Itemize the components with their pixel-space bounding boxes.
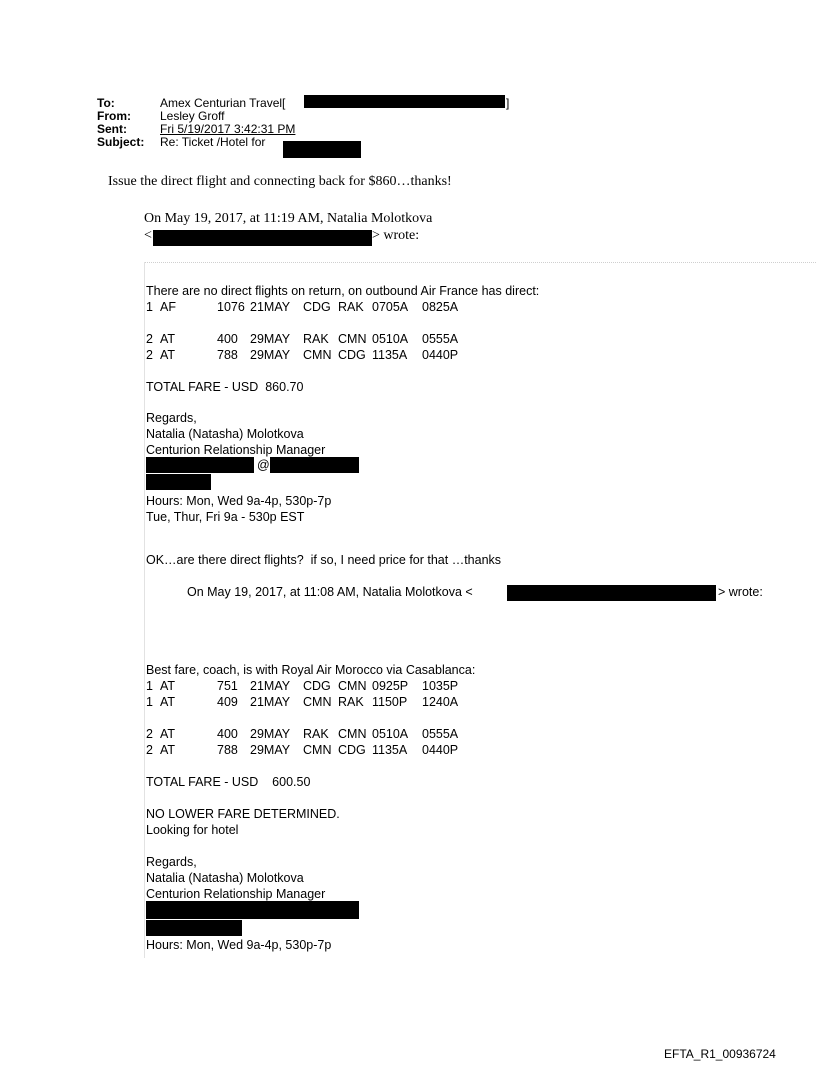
flight-airline: AF [160,300,176,314]
flight-from: CMN [303,695,332,709]
quote2-line: On May 19, 2017, at 11:08 AM, Natalia Molotkova < [187,585,473,599]
flight-from: CMN [303,743,332,757]
message2-looking: Looking for hotel [146,823,239,837]
flight-dep: 1135A [372,348,408,362]
flight-airline: AT [160,727,176,741]
quote1-lt: < [144,228,152,243]
flight-to: CMN [338,727,367,741]
flight-airline: AT [160,348,176,362]
message1-hours1: Hours: Mon, Wed 9a-4p, 530p-7p [146,494,332,508]
message1-at: @ [257,458,270,472]
sent-label: Sent: [97,122,127,136]
flight-from: CDG [303,300,331,314]
flight-num: 1 [146,695,153,709]
flight-num: 2 [146,743,153,757]
to-close-bracket: ] [506,96,510,110]
message1-regards: Regards, [146,411,197,425]
ok-line: OK…are there direct flights? if so, I need price for that …thanks [146,553,502,567]
flight-arr: 0825A [422,300,459,314]
flight-from: RAK [303,332,329,346]
redaction-sig-2a [146,901,359,919]
flight-to: CMN [338,679,367,693]
flight-date: 29MAY [250,348,291,362]
sent-value: Fri 5/19/2017 3:42:31 PM [160,122,296,136]
flight-dep: 0510A [372,727,409,741]
flight-dep: 0925P [372,679,409,693]
subject-row [97,136,295,149]
flight-date: 29MAY [250,727,291,741]
flight-arr: 0440P [422,743,459,757]
quote-border-top [144,262,816,263]
message1-title: Centurion Relationship Manager [146,443,326,457]
flight-airline: AT [160,695,176,709]
flight-flight: 751 [217,679,238,693]
flight-num: 2 [146,727,153,741]
flight-to: CMN [338,332,367,346]
message2-regards: Regards, [146,855,197,869]
flight-flight: 788 [217,348,238,362]
message2-total: TOTAL FARE - USD 600.50 [146,775,311,789]
redaction-email-2 [507,585,716,601]
message2-no-lower: NO LOWER FARE DETERMINED. [146,807,340,821]
flight-from: CDG [303,679,331,693]
quote-border-left [144,262,145,958]
message1-intro: There are no direct flights on return, on outbound Air France has direct: [146,284,540,298]
reply-line: Issue the direct flight and connecting back for $860…thanks! [108,174,452,189]
flight-airline: AT [160,332,176,346]
message2-title: Centurion Relationship Manager [146,887,326,901]
flight-date: 21MAY [250,300,291,314]
message2-hours1: Hours: Mon, Wed 9a-4p, 530p-7p [146,938,332,952]
message1-total: TOTAL FARE - USD 860.70 [146,380,304,394]
flight-date: 21MAY [250,695,291,709]
flight-dep: 1150P [372,695,408,709]
from-value: Lesley Groff [160,109,225,123]
flight-from: RAK [303,727,329,741]
bates-number: EFTA_R1_00936724 [664,1047,776,1061]
flight-date: 29MAY [250,743,291,757]
flight-dep: 0705A [372,300,409,314]
to-label: To: [97,96,115,110]
redaction-sig-1b [270,457,359,473]
flight-arr: 0555A [422,332,459,346]
flight-to: CDG [338,348,366,362]
from-label: From: [97,109,131,123]
quote2-wrote: > wrote: [718,585,763,599]
quote1-line: On May 19, 2017, at 11:19 AM, Natalia Molotkova [144,211,433,226]
flight-arr: 1035P [422,679,459,693]
flight-dep: 1135A [372,743,408,757]
flight-flight: 1076 [217,300,245,314]
flight-airline: AT [160,743,176,757]
quote1-wrote: > wrote: [372,228,420,243]
flight-num: 1 [146,679,153,693]
flight-flight: 400 [217,727,238,741]
flight-num: 2 [146,332,153,346]
redaction-email-1 [153,230,372,246]
email-header [97,97,295,149]
redaction-to [304,95,505,108]
flight-flight: 409 [217,695,238,709]
redaction-sig-1c [146,474,211,490]
redaction-sig-1a [146,457,254,473]
redaction-subject [283,141,361,158]
message1-hours2: Tue, Thur, Fri 9a - 530p EST [146,510,305,524]
flight-flight: 400 [217,332,238,346]
flight-num: 2 [146,348,153,362]
redaction-sig-2b [146,920,242,936]
flight-to: CDG [338,743,366,757]
flight-arr: 1240A [422,695,459,709]
to-value: Amex Centurian Travel[ [160,96,286,110]
flight-num: 1 [146,300,153,314]
message2-intro: Best fare, coach, is with Royal Air Morocco via Casablanca: [146,663,476,677]
flight-arr: 0555A [422,727,459,741]
flight-arr: 0440P [422,348,459,362]
flight-date: 21MAY [250,679,291,693]
subject-label: Subject: [97,135,145,149]
subject-value: Re: Ticket /Hotel for [160,135,266,149]
message1-name: Natalia (Natasha) Molotkova [146,427,304,441]
flight-dep: 0510A [372,332,409,346]
flight-to: RAK [338,300,364,314]
flight-flight: 788 [217,743,238,757]
flight-date: 29MAY [250,332,291,346]
message2-name: Natalia (Natasha) Molotkova [146,871,304,885]
flight-to: RAK [338,695,364,709]
flight-from: CMN [303,348,332,362]
flight-airline: AT [160,679,176,693]
